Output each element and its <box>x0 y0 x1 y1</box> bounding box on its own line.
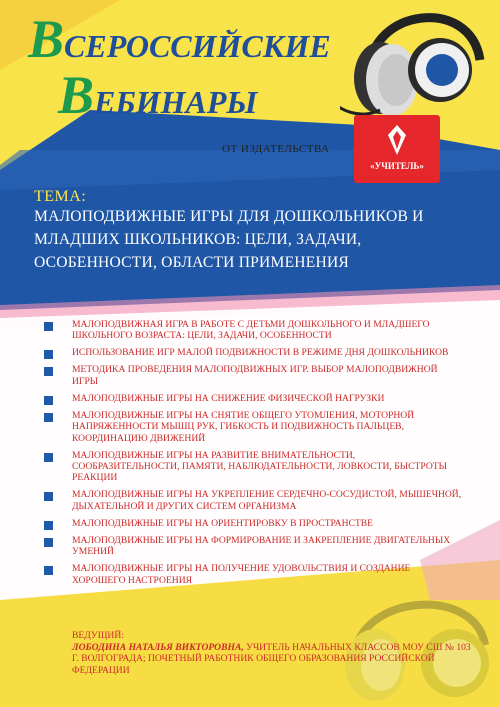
logo-text: «УЧИТЕЛЬ» <box>370 161 424 171</box>
title-initial: В <box>58 65 95 125</box>
presenter-details: УЧИТЕЛЬ НАЧАЛЬНЫХ КЛАССОВ МОУ СШ № 103 Г. ВОЛГОГРАДА; ПОЧЕТНЫЙ РАБОТНИК ОБЩЕГО ОБРАЗОВАНИЯ РОССИЙСКОЙ ФЕДЕРАЦИИ <box>72 641 471 676</box>
square-bullet-icon <box>44 521 53 530</box>
topic-list <box>44 319 464 592</box>
square-bullet-icon <box>44 322 53 331</box>
list-item <box>44 518 464 529</box>
topic-text: МАЛОПОДВИЖНАЯ ИГРА В РАБОТЕ С ДЕТЬМИ ДОШКОЛЬНОГО И МЛАДШЕГО ШКОЛЬНОГО ВОЗРАСТА: ЦЕЛИ, ЗАДАЧИ, ОСОБЕННОСТИ <box>72 319 430 342</box>
theme-title: МАЛОПОДВИЖНЫЕ ИГРЫ ДЛЯ ДОШКОЛЬНИКОВ И МЛАДШИХ ШКОЛЬНИКОВ: ЦЕЛИ, ЗАДАЧИ, ОСОБЕННОСТИ, ОБЛАСТИ ПРИМЕНЕНИЯ <box>34 208 424 271</box>
topic-text: МАЛОПОДВИЖНЫЕ ИГРЫ НА ФОРМИРОВАНИЕ И ЗАКРЕПЛЕНИЕ ДВИГАТЕЛЬНЫХ УМЕНИЙ <box>72 534 451 558</box>
list-item <box>44 364 464 387</box>
list-item <box>44 489 464 512</box>
topic-text: МАЛОПОДВИЖНЫЕ ИГРЫ НА СНИЖЕНИЕ ФИЗИЧЕСКОЙ НАГРУЗКИ <box>72 392 385 404</box>
title-line2: ЕБИНАРЫ <box>94 84 258 120</box>
logo-icon <box>384 121 410 157</box>
theme-label: ТЕМА: <box>34 188 87 205</box>
topic-text: МЕТОДИКА ПРОВЕДЕНИЯ МАЛОПОДВИЖНЫХ ИГР. ВЫБОР МАЛОПОДВИЖНОЙ ИГРЫ <box>72 364 438 387</box>
list-item <box>44 535 464 558</box>
square-bullet-icon <box>44 453 53 462</box>
topic-text: МАЛОПОДВИЖНЫЕ ИГРЫ НА ОРИЕНТИРОВКУ В ПРОСТРАНСТВЕ <box>72 517 374 529</box>
list-item <box>44 563 464 586</box>
square-bullet-icon <box>44 413 53 422</box>
topic-text: МАЛОПОДВИЖНЫЕ ИГРЫ НА ПОЛУЧЕНИЕ УДОВОЛЬСТВИЯ И СОЗДАНИЕ ХОРОШЕГО НАСТРОЕНИЯ <box>72 563 411 586</box>
list-item <box>44 450 464 484</box>
square-bullet-icon <box>44 367 53 376</box>
square-bullet-icon <box>44 396 53 405</box>
title-initial: В <box>28 9 65 69</box>
publisher-label: ОТ ИЗДАТЕЛЬСТВА <box>222 143 330 155</box>
list-item <box>44 410 464 444</box>
square-bullet-icon <box>44 350 53 359</box>
square-bullet-icon <box>44 492 53 501</box>
topic-text: МАЛОПОДВИЖНЫЕ ИГРЫ НА РАЗВИТИЕ ВНИМАТЕЛЬНОСТИ, СООБРАЗИТЕЛЬНОСТИ, ПАМЯТИ, НАБЛЮДАТЕЛЬНОСТИ, ЛОВКОСТИ, БЫСТРОТЫ РЕАКЦИИ <box>72 449 447 484</box>
presenter-label: ВЕДУЩИЙ: <box>72 630 124 641</box>
presenter-details-block <box>72 642 472 677</box>
topic-text: ИСПОЛЬЗОВАНИЕ ИГР МАЛОЙ ПОДВИЖНОСТИ В РЕЖИМЕ ДНЯ ДОШКОЛЬНИКОВ <box>72 347 449 359</box>
publisher-logo <box>354 115 440 183</box>
topic-text: МАЛОПОДВИЖНЫЕ ИГРЫ НА УКРЕПЛЕНИЕ СЕРДЕЧНО-СОСУДИСТОЙ, МЫШЕЧНОЙ, ДЫХАТЕЛЬНОЙ И ДРУГИХ СИСТЕМ ОРГАНИЗМА <box>72 489 462 512</box>
square-bullet-icon <box>44 566 53 575</box>
presenter-name: ЛОБОДИНА НАТАЛЬЯ ВИКТОРОВНА, <box>72 641 244 653</box>
topic-text: МАЛОПОДВИЖНЫЕ ИГРЫ НА СНЯТИЕ ОБЩЕГО УТОМЛЕНИЯ, МОТОРНОЙ НАПРЯЖЕННОСТИ МЫШЦ РУК, ГИБКОСТЬ И ПОДВИЖНОСТЬ ПАЛЬЦЕВ, КООРДИНАЦИЮ ДВИЖЕНИЙ <box>72 409 415 444</box>
title-line1: СЕРОССИЙСКИЕ <box>64 28 331 64</box>
list-item <box>44 319 464 342</box>
presenter-info <box>72 630 472 676</box>
list-item <box>44 347 464 358</box>
square-bullet-icon <box>44 538 53 547</box>
list-item <box>44 393 464 404</box>
